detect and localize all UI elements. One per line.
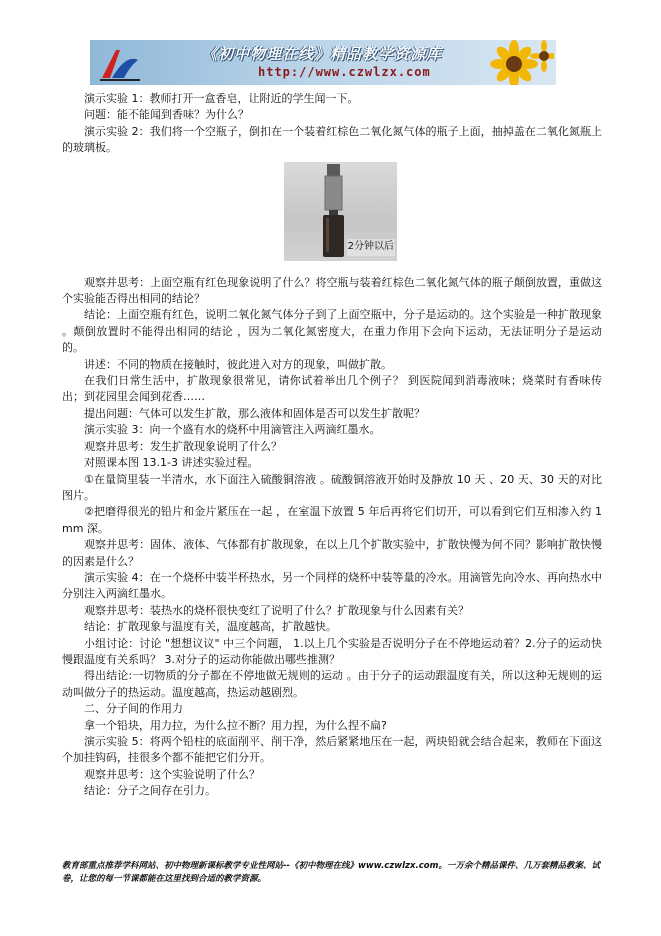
paragraph: 对照课本图 13.1-3 讲述实验过程。 [84, 456, 259, 470]
photo-caption: 2分钟以后 [347, 239, 395, 255]
paragraph: 观察并思考：这个实验说明了什么？ [84, 767, 260, 781]
paragraph: 结论：上面空瓶有红色，说明二氧化氮气体分子到了上面空瓶中，分子是运动的。这个实验是一种扩散现象 。颠倒放置时不能得出相同的结论 ，因为二氧化氮密度大，在重力作用下会向下运动，无法证明分子是运动的。 [62, 308, 602, 355]
paragraph: 演示实验 2：我们将一个空瓶子，倒扣在一个装着红棕色二氧化氮气体的瓶子上面，抽掉盖在二氧化氮瓶上的玻璃板。 [62, 124, 602, 155]
section-heading: 二、分子间的作用力 [84, 702, 183, 716]
paragraph: 小组讨论：讨论 "想想议议" 中三个问题， 1.以上几个实验是否说明分子在不停地运动着？2.分子的运动快慢跟温度有关系吗？ 3.对分子的运动你能做出哪些推测？ [62, 636, 602, 666]
paragraph: 得出结论:一切物质的分子都在不停地做无规则的运动 。由于分子的运动跟温度有关，所以这种无规则的运动叫做分子的热运动。温度越高，热运动越剧烈。 [62, 669, 602, 699]
paragraph: 演示实验 3：向一个盛有水的烧杯中用滴管注入两滴红墨水。 [84, 423, 381, 437]
site-logo-icon [96, 44, 142, 82]
paragraph: 讲述：不同的物质在接触时，彼此进入对方的现象，叫做扩散。 [84, 357, 392, 371]
paragraph: 演示实验 1：教师打开一盒香皂，让附近的学生闻一下。 [84, 92, 359, 105]
paragraph: 拿一个铅块，用力拉，为什么拉不断？用力捏，为什么捏不扁? [84, 718, 387, 732]
paragraph: 结论：分子之间存在引力。 [84, 784, 216, 798]
paragraph: 观察并思考：上面空瓶有红色现象说明了什么？将空瓶与装着红棕色二氧化氮气体的瓶子颠倒放置，重做这个实验能否得出相同的结论？ [62, 275, 602, 306]
banner-title: 《初中物理在线》精品教学资源库 [202, 45, 443, 63]
paragraph: 演示实验 4：在一个烧杯中装半杯热水，另一个同样的烧杯中装等量的冷水。用滴管先向冷水、再向热水中分别注入两滴红墨水。 [62, 570, 602, 601]
paragraph: 演示实验 5：将两个铅柱的底面削平、削干净，然后紧紧地压在一起，两块铅就会结合起来，教师在下面这个加挂钩码，挂很多个都不能把它们分开。 [62, 735, 602, 765]
paragraph: 观察并思考：固体、液体、气体都有扩散现象，在以上几个扩散实验中，扩散快慢为何不同？影响扩散快慢的因素是什么？ [62, 538, 602, 568]
header-banner [90, 40, 556, 85]
page-footer: 教育部重点推荐学科网站、初中物理新课标教学专业性网站--《初中物理在线》www.czwlzx.com。一万余个精品课件、几万套精品教案、试卷，让您的每一节课都能在这里找到合适的教学资源。 [62, 861, 600, 884]
paragraph: 结论：扩散现象与温度有关，温度越高，扩散越快。 [84, 620, 337, 634]
paragraph: 在我们日常生活中，扩散现象很常见，请你试着举出几个例子？ 到医院闻到消毒液味；烧菜时有香味传出；到花园里会闻到花香…… [62, 374, 602, 404]
diffusion-experiment-photo [284, 162, 397, 261]
paragraph: 问题：能不能闻到香味？为什么？ [84, 108, 249, 122]
paragraph: 提出问题：气体可以发生扩散，那么液体和固体是否可以发生扩散呢？ [84, 406, 425, 420]
paragraph: ①在量筒里装一半清水，水下面注入硫酸铜溶液 。硫酸铜溶液开始时及静放 10 天 、20 天、30 天的对比图片。 [62, 472, 602, 502]
paragraph: ②把磨得很光的铅片和金片紧压在一起 ，在室温下放置 5 年后再将它们切开，可以看到它们互相渗入约 1 mm 深。 [62, 505, 602, 535]
paragraph: 观察并思考：装热水的烧杯很快变红了说明了什么？扩散现象与什么因素有关？ [84, 603, 469, 617]
sunflower-icon [484, 40, 554, 85]
document-body [62, 91, 602, 800]
banner-url: http://www.czwlzx.com [258, 65, 431, 79]
paragraph: 观察并思考：发生扩散现象说明了什么？ [84, 439, 282, 453]
